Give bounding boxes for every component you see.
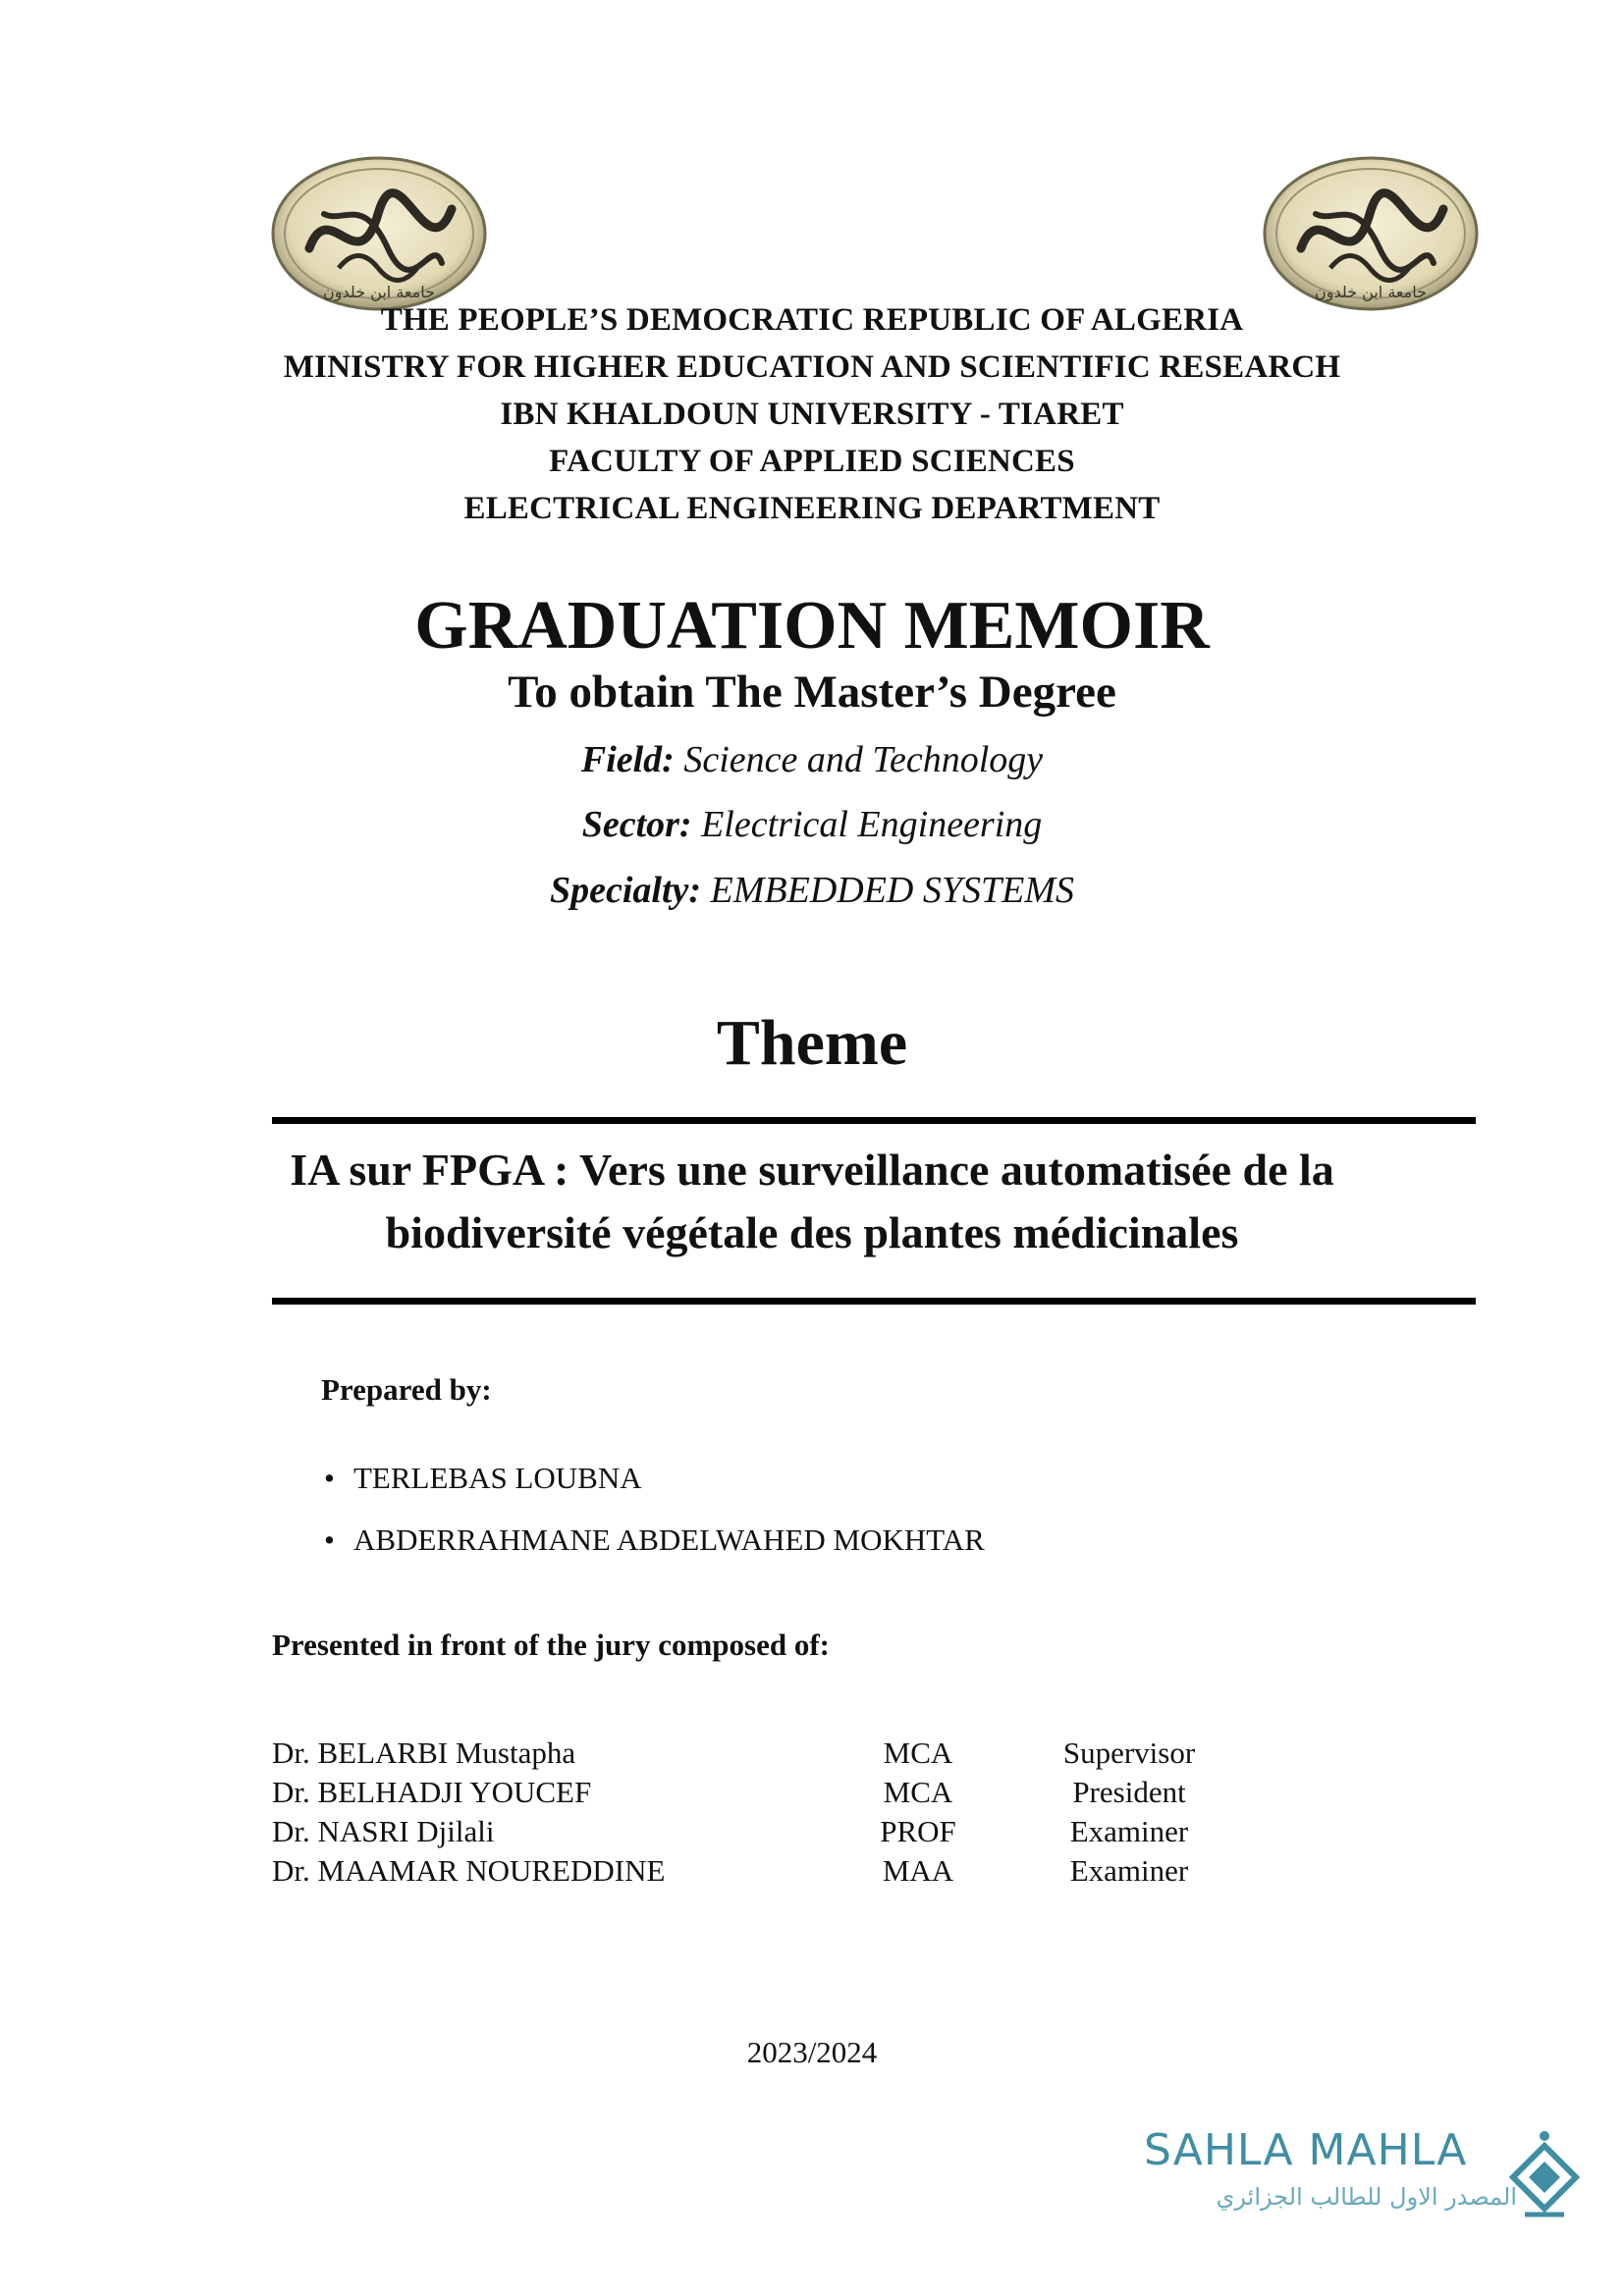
- jury-member-grade: MAA: [882, 1853, 954, 1888]
- watermark-subtitle: المصدر الاول للطالب الجزائري: [1216, 2183, 1517, 2211]
- watermark-logo-icon: [1505, 2128, 1584, 2226]
- jury-member-grade: MCA: [883, 1735, 953, 1770]
- institution-line-republic: THE PEOPLE’S DEMOCRATIC REPUBLIC OF ALGERIA: [380, 302, 1244, 338]
- academic-year: 2023/2024: [746, 2035, 878, 2069]
- university-seal-left: [270, 155, 488, 312]
- sector-label: Sector:: [581, 804, 692, 845]
- watermark-title: SAHLA MAHLA: [1144, 2125, 1468, 2175]
- field-label: Field:: [580, 739, 675, 780]
- theme-rule-top: [272, 1117, 1476, 1124]
- thesis-title-line1: IA sur FPGA : Vers une surveillance automatisée de la: [290, 1145, 1334, 1195]
- sector-row: [0, 803, 1624, 846]
- jury-member-role: Supervisor: [1062, 1735, 1196, 1770]
- jury-member-role: Examiner: [1069, 1853, 1189, 1888]
- jury-label: Presented in front of the jury composed of:: [272, 1628, 830, 1662]
- student-name: ABDERRAHMANE ABDELWAHED MOKHTAR: [353, 1522, 985, 1557]
- field-row: [0, 738, 1624, 781]
- jury-member-name: Dr. BELHADJI YOUCEF: [272, 1775, 592, 1809]
- seal-right-text: جامعة ابن خلدون: [1315, 283, 1427, 301]
- jury-member-name: Dr. MAAMAR NOUREDDINE: [272, 1853, 666, 1888]
- specialty-label: Specialty:: [549, 870, 702, 911]
- specialty-value: EMBEDDED SYSTEMS: [710, 870, 1075, 911]
- institution-line-ministry: MINISTRY FOR HIGHER EDUCATION AND SCIENTIFIC RESEARCH: [283, 349, 1341, 385]
- thesis-title: [0, 1139, 1624, 1264]
- bullet-icon: •: [324, 1461, 335, 1495]
- seal-left-text: جامعة ابن خلدون: [323, 283, 435, 301]
- degree-subtitle: To obtain The Master’s Degree: [508, 667, 1116, 718]
- institution-line-university: IBN KHALDOUN UNIVERSITY - TIARET: [500, 397, 1124, 432]
- jury-member-name: Dr. BELARBI Mustapha: [272, 1735, 576, 1770]
- thesis-title-line2: biodiversité végétale des plantes médicinales: [385, 1207, 1239, 1257]
- jury-member-role: President: [1072, 1775, 1186, 1809]
- jury-member-grade: MCA: [883, 1775, 953, 1809]
- student-item: [324, 1461, 642, 1496]
- jury-member-role: Examiner: [1069, 1814, 1189, 1848]
- field-value: Science and Technology: [683, 739, 1044, 780]
- university-seal-right: [1262, 155, 1480, 312]
- prepared-by-label: Prepared by:: [321, 1372, 492, 1407]
- institution-line-faculty: FACULTY OF APPLIED SCIENCES: [549, 444, 1075, 479]
- institution-line-department: ELECTRICAL ENGINEERING DEPARTMENT: [463, 491, 1161, 526]
- bullet-icon: •: [324, 1522, 335, 1557]
- jury-member-grade: PROF: [880, 1814, 956, 1848]
- student-name: TERLEBAS LOUBNA: [353, 1461, 642, 1495]
- theme-rule-bottom: [272, 1298, 1476, 1305]
- student-item: [324, 1522, 985, 1558]
- institution-header: [0, 296, 1624, 532]
- sector-value: Electrical Engineering: [701, 804, 1043, 845]
- jury-member-name: Dr. NASRI Djilali: [272, 1814, 495, 1848]
- memoir-title: GRADUATION MEMOIR: [414, 588, 1210, 664]
- theme-heading: Theme: [716, 1007, 908, 1079]
- specialty-row: [0, 869, 1624, 912]
